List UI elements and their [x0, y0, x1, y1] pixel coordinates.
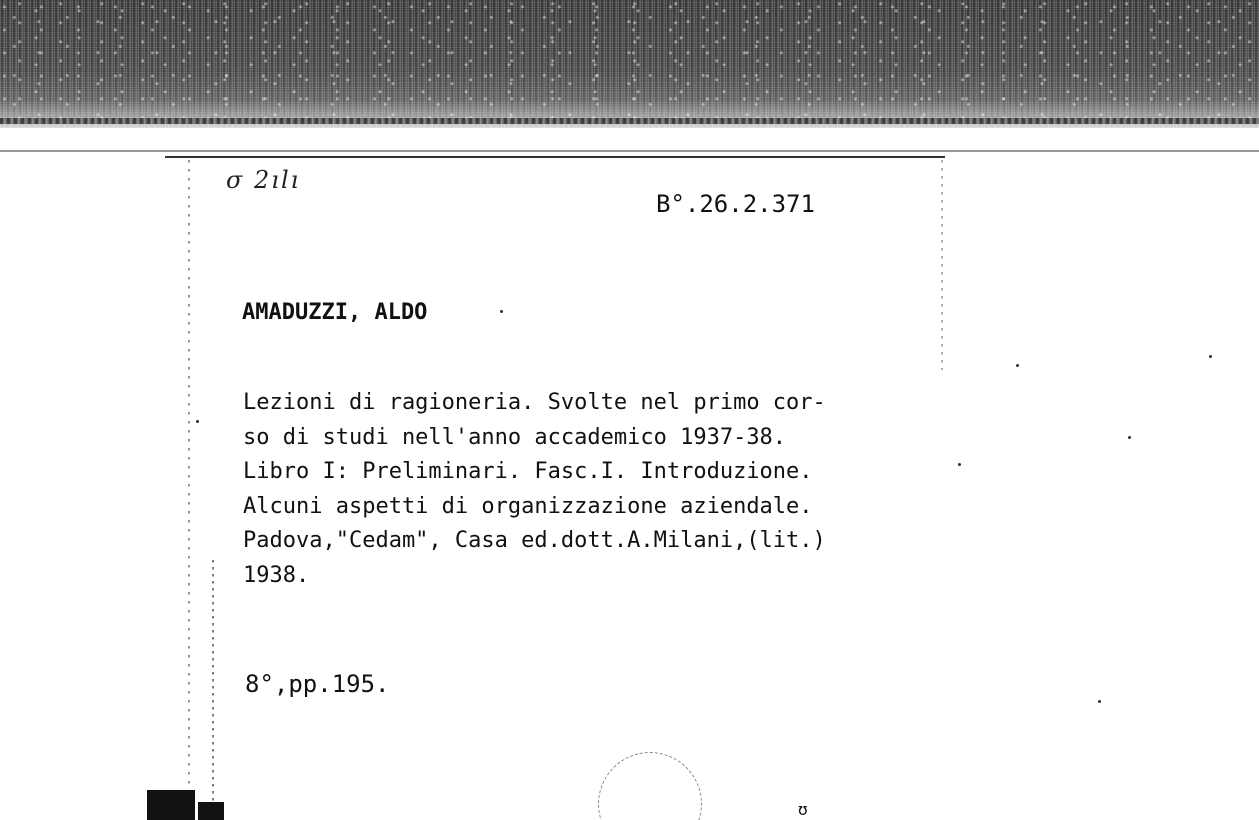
card-top-edge [0, 150, 1259, 152]
description-line: Libro I: Preliminari. Fasc.I. Introduzione. [243, 459, 813, 484]
speck [1128, 436, 1131, 439]
punch-hole [598, 752, 702, 820]
description-line: Lezioni di ragioneria. Svolte nel primo cor- [243, 390, 826, 415]
author-heading: AMADUZZI, ALDO [242, 300, 428, 325]
speck [1098, 700, 1101, 703]
scan-strip-edge [0, 118, 1259, 124]
description-line: so di studi nell'anno accademico 1937-38. [243, 424, 787, 450]
scan-artifact-block [147, 790, 195, 820]
shelfmark: B°.26.2.371 [656, 190, 815, 218]
speck [500, 310, 503, 313]
description-line: 1938. [243, 562, 310, 588]
scan-artifact-block [198, 802, 224, 820]
collation: 8°,pp.195. [245, 670, 390, 698]
speck [1016, 364, 1019, 367]
description-line: Alcuni aspetti di organizzazione aziendale. [243, 493, 813, 519]
speck [1209, 355, 1212, 358]
card-left-edge-lower [212, 560, 214, 820]
card-left-edge [188, 160, 190, 820]
card-right-edge [941, 160, 943, 370]
bibliographic-description [243, 386, 963, 593]
description-line: Padova,"Cedam", Casa ed.dott.A.Milani,(lit.) [243, 528, 826, 553]
card-top-rule [165, 156, 945, 158]
scan-speckle [0, 0, 1259, 128]
bottom-mark: ʊ [798, 800, 808, 819]
speck [196, 420, 199, 423]
handwritten-note: σ 2ılı [226, 166, 301, 194]
speck [958, 463, 961, 466]
